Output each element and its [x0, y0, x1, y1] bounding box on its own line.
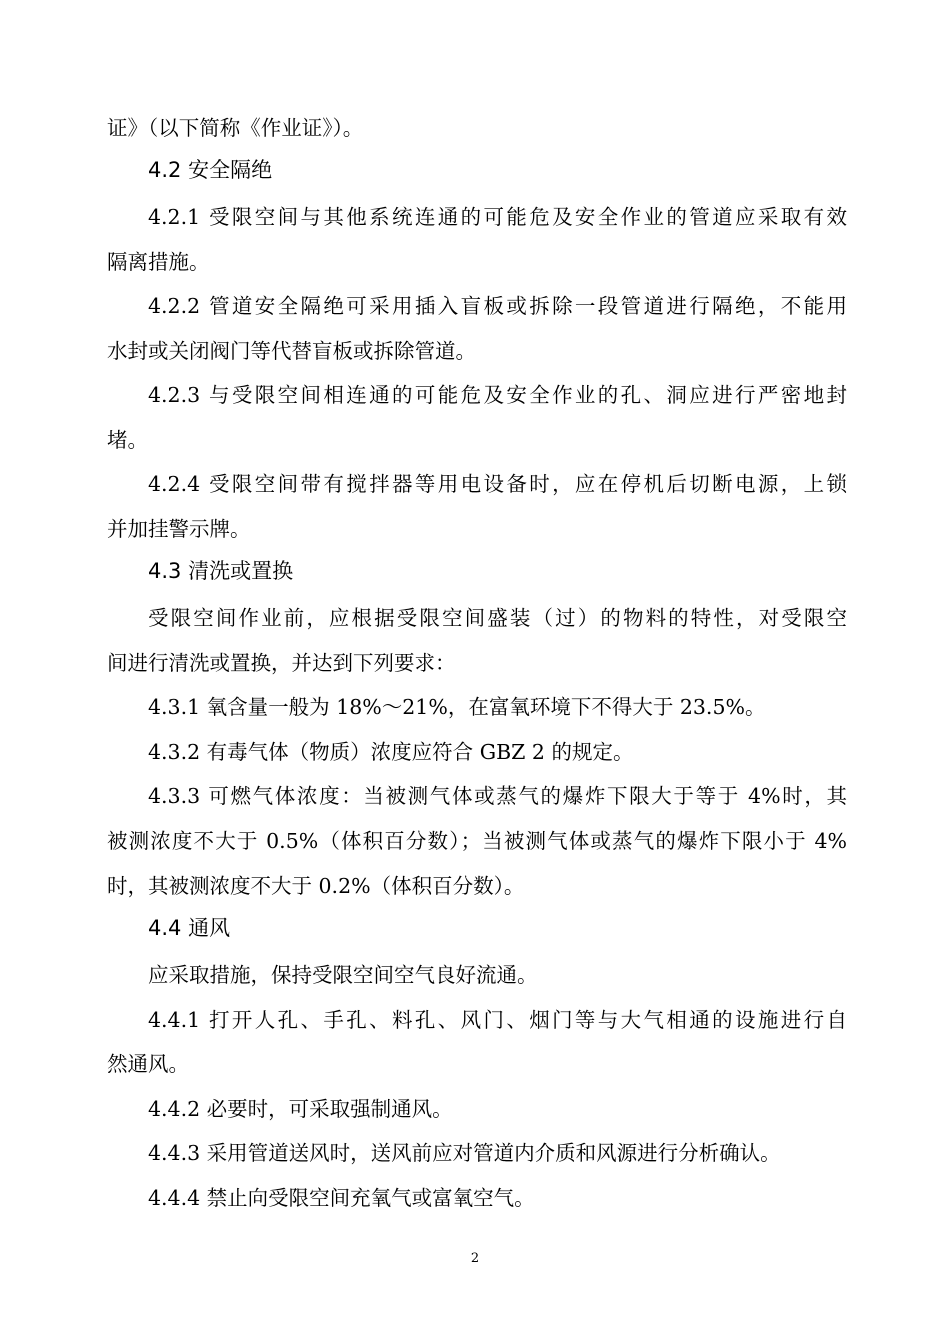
clause-4-2-4-line-2: 并加挂警示牌。: [107, 517, 251, 541]
clause-4-2-2-line-1: 4.2.2 管道安全隔绝可采用插入盲板或拆除一段管道进行隔绝，不能用: [148, 294, 847, 318]
clause-4-4-1-line-2: 然通风。: [107, 1052, 189, 1076]
clause-4-3-3-line-2: 被测浓度不大于 0.5%（体积百分数）；当被测气体或蒸气的爆炸下限小于 4%: [107, 829, 847, 853]
section-4-4-intro: 应采取措施，保持受限空间空气良好流通。: [148, 963, 538, 987]
clause-4-3-3-line-1: 4.3.3 可燃气体浓度：当被测气体或蒸气的爆炸下限大于等于 4%时，其: [148, 784, 847, 808]
clause-4-3-2: 4.3.2 有毒气体（物质）浓度应符合 GBZ 2 的规定。: [148, 740, 634, 764]
clause-4-2-4-line-1: 4.2.4 受限空间带有搅拌器等用电设备时，应在停机后切断电源，上锁: [148, 472, 847, 496]
page-number: 2: [470, 1251, 480, 1266]
paragraph-continuation: 证》（以下简称《作业证》）。: [107, 116, 364, 140]
clause-4-4-1-line-1: 4.4.1 打开人孔、手孔、料孔、风门、烟门等与大气相通的设施进行自: [148, 1008, 847, 1032]
section-heading-4-4: 4.4 通风: [148, 916, 231, 940]
clause-4-4-4: 4.4.4 禁止向受限空间充氧气或富氧空气。: [148, 1186, 535, 1210]
clause-4-3-3-line-3: 时，其被测浓度不大于 0.2%（体积百分数）。: [107, 874, 525, 898]
clause-4-4-2: 4.4.2 必要时，可采取强制通风。: [148, 1097, 453, 1121]
clause-4-2-3-line-2: 堵。: [107, 428, 148, 452]
clause-4-3-1: 4.3.1 氧含量一般为 18%～21%，在富氧环境下不得大于 23.5%。: [148, 695, 766, 719]
section-heading-4-2: 4.2 安全隔绝: [148, 158, 273, 182]
section-4-3-intro-line-2: 间进行清洗或置换，并达到下列要求：: [107, 651, 456, 675]
clause-4-4-3: 4.4.3 采用管道送风时，送风前应对管道内介质和风源进行分析确认。: [148, 1141, 781, 1165]
section-heading-4-3: 4.3 清洗或置换: [148, 559, 294, 583]
clause-4-2-2-line-2: 水封或关闭阀门等代替盲板或拆除管道。: [107, 339, 476, 363]
clause-4-2-1-line-1: 4.2.1 受限空间与其他系统连通的可能危及安全作业的管道应采取有效: [148, 205, 847, 229]
clause-4-2-1-line-2: 隔离措施。: [107, 250, 210, 274]
clause-4-2-3-line-1: 4.2.3 与受限空间相连通的可能危及安全作业的孔、洞应进行严密地封: [148, 383, 847, 407]
section-4-3-intro-line-1: 受限空间作业前，应根据受限空间盛装（过）的物料的特性，对受限空: [148, 606, 847, 630]
